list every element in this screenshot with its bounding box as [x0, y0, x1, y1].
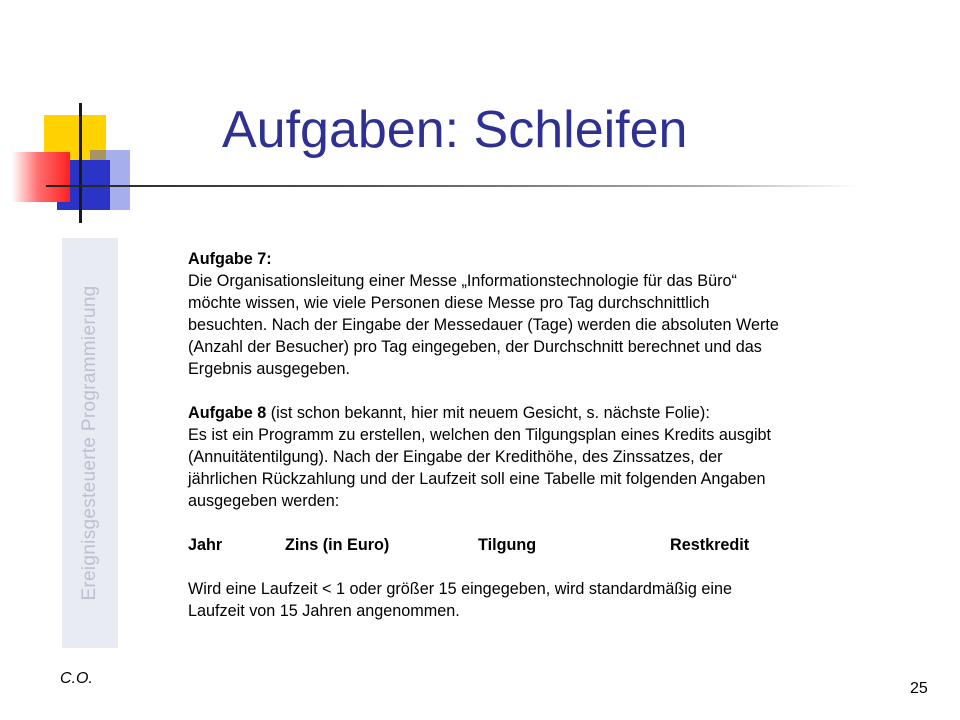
side-label: Ereignisgesteuerte Programmierung [79, 285, 100, 601]
task8-heading-line [188, 402, 888, 424]
table-columns [188, 534, 888, 556]
logo-red-square [12, 152, 70, 202]
task7-line: Ergebnis ausgegeben. [188, 360, 351, 378]
column-restkredit: Restkredit [670, 536, 750, 554]
column-zins: Zins (in Euro) [285, 536, 390, 554]
slide-title: Aufgaben: Schleifen [222, 101, 688, 159]
task8-line: jährlichen Rückzahlung und der Laufzeit soll eine Tabelle mit folgenden Angaben [188, 470, 766, 488]
task8-line: ausgegeben werden: [188, 492, 340, 510]
slide-content [188, 248, 888, 622]
task7-line: Die Organisationsleitung einer Messe „Informationstechnologie für das Büro“ [188, 272, 737, 290]
task8-heading-note: (ist schon bekannt, hier mit neuem Gesicht, s. nächste Folie): [266, 404, 710, 422]
task8-note-line: Laufzeit von 15 Jahren angenommen. [188, 602, 460, 620]
logo-vertical-line [79, 103, 82, 223]
page-number: 25 [910, 680, 928, 697]
task7-line: (Anzahl der Besucher) pro Tag eingegeben, der Durchschnitt berechnet und das [188, 338, 762, 356]
task8-note-line: Wird eine Laufzeit < 1 oder größer 15 eingegeben, wird standardmäßig eine [188, 580, 732, 598]
task7-line: möchte wissen, wie viele Personen diese Messe pro Tag durchschnittlich [188, 294, 710, 312]
footer-author: C.O. [60, 670, 93, 687]
title-underline [46, 185, 860, 187]
task8-line: Es ist ein Programm zu erstellen, welchen den Tilgungsplan eines Kredits ausgibt [188, 426, 772, 444]
task7-line: besuchten. Nach der Eingabe der Messedauer (Tage) werden die absoluten Werte [188, 316, 779, 334]
column-jahr: Jahr [188, 536, 223, 554]
task8-line: (Annuitätentilgung). Nach der Eingabe der Kredithöhe, des Zinssatzes, der [188, 448, 723, 466]
column-tilgung: Tilgung [478, 536, 537, 554]
task8-heading: Aufgabe 8 [188, 404, 267, 422]
task7-heading: Aufgabe 7: [188, 250, 272, 268]
